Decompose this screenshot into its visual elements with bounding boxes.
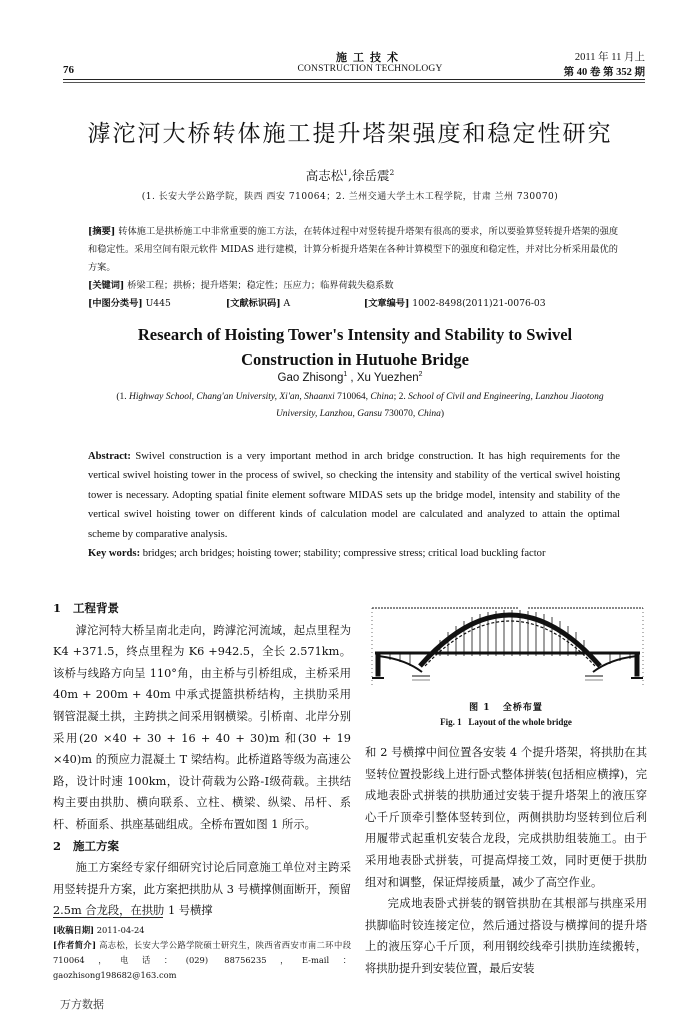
header-rule xyxy=(63,79,645,80)
document-code xyxy=(226,295,361,313)
abstract-cn-label: [摘要] xyxy=(88,226,116,237)
issue-date: 2011 年 11 月上 xyxy=(574,52,645,63)
figure-number-cn: 图 1 xyxy=(469,703,491,713)
author-name: Xu Yuezhen xyxy=(356,371,419,384)
journal-name-en: CONSTRUCTION TECHNOLOGY xyxy=(297,64,443,74)
author-separator: , xyxy=(347,371,357,384)
author-bio-label: [作者简介] xyxy=(53,940,97,950)
section-title: 施工方案 xyxy=(73,838,119,853)
body-left-column xyxy=(53,598,351,922)
pier-right xyxy=(635,654,639,676)
abstract-cn xyxy=(88,223,618,277)
keywords-en: Key words: bridges; arch bridges; hoisting tower; stability; compressive stress; critical load buckling factor xyxy=(88,548,546,560)
author-name: 徐岳震 xyxy=(351,168,390,183)
title-en: Research of Hoisting Tower's Intensity and Stability to Swivel Construction in Hutuohe Bridge xyxy=(137,325,573,369)
volume-issue: 第 40 卷 第 352 期 xyxy=(563,67,645,78)
keywords-cn xyxy=(88,277,618,295)
author-mark: 2 xyxy=(418,371,423,378)
figure-title-cn: 全桥布置 xyxy=(502,703,543,713)
article-id-label: [文章编号] xyxy=(363,298,410,309)
abstract-cn-text: 转体施工是拱桥施工中非常重要的施工方法，在转体过程中对竖转提升塔架有很高的要求，所以要验算竖转提升塔架的强度和稳定性。采用空间有限元软件 MIDAS 进行建模，计算分析提升塔架在各种计算模型下的强度和稳定性，并对比分析采用最优的方案。 xyxy=(88,226,619,273)
affil-2-country: China xyxy=(417,409,441,419)
received-label: [收稿日期] xyxy=(53,925,95,935)
section-1-heading xyxy=(53,598,351,620)
pier-left xyxy=(376,654,380,676)
abstract-en-text: Swivel construction is a very important method in arch bridge construction. It has high requirements for the vertical swivel hoisting tower in the process of swivel, so checking the intensity and stability of the vertical swivel hoisting tower is necessary. Adopting spatial finite element software MIDAS sets up the bridge model, intensity and stability of the vertical swivel hoisting tower on different kinds of calculation model are calculated and analyzed to attain the optimal scheme by comparative analysis. xyxy=(88,451,620,540)
authors-en xyxy=(0,371,700,384)
keywords-en-text: bridges; arch bridges; hoisting tower; stability; compressive stress; critical load buckling factor xyxy=(142,548,546,560)
affil-number: 2. xyxy=(398,392,409,402)
footnote-author xyxy=(53,938,351,983)
affil-1-country: China xyxy=(370,392,394,402)
journal-name-cn: 施工技术 xyxy=(336,51,404,64)
abstract-en-label: Abstract xyxy=(88,451,128,462)
article-id xyxy=(364,295,546,313)
author-mark: 1 xyxy=(343,167,348,177)
affiliations-cn: (1. 长安大学公路学院，陕西 西安 710064；2. 兰州交通大学土木工程学院，甘肃 兰州 730070) xyxy=(141,192,559,202)
author-mark: 1 xyxy=(343,371,348,378)
affiliations-en xyxy=(100,389,620,423)
keywords-en-label: Key words xyxy=(88,548,137,560)
classification-row xyxy=(88,295,618,313)
author-name: Gao Zhisong xyxy=(277,371,344,384)
affil-1: Highway School, Chang'an University, Xi'an, Shaanxi xyxy=(129,392,335,402)
author-mark: 2 xyxy=(389,167,395,177)
section-2-paragraph-cont: 和 2 号横撑中间位置各安装 4 个提升塔架，将拱肋在其竖转位置投影线上进行卧式整体拼装(包括相应横撑)，完成地表卧式拼装的拱肋通过安装于提升塔架上的液压穿心千斤顶牵引整体竖转到位，两侧拱肋均竖转到位后利用履带式起重机安装合龙段，完成拱肋组装施工。由于采用地表卧式拼装，可提高焊接工效，同时更便于拱肋组对和调整，保证焊接质量，减少了高空作业。 xyxy=(365,746,647,889)
doc-code-label: [文献标识码] xyxy=(225,298,281,309)
title-cn: 滹沱河大桥转体施工提升塔架强度和稳定性研究 xyxy=(87,121,613,147)
section-2-heading xyxy=(53,836,351,858)
bridge-layout-figure xyxy=(370,604,645,692)
paren: ( xyxy=(116,392,120,402)
article-id-value: 1002-8498(2011)21-0076-03 xyxy=(412,298,546,309)
section-2-paragraph-2: 完成地表卧式拼装的钢管拱肋在其根部与拱座采用拱脚临时铰连接定位，然后通过搭设与横撑间的提升塔上的液压穿心千斤顶，利用钢绞线牵引拱肋连续搬转，将拱肋提升到安装位置，最后安装 xyxy=(365,897,647,975)
keywords-cn-label: [关键词] xyxy=(88,280,125,291)
affil-number: 1. xyxy=(119,392,130,402)
header-rule-thin xyxy=(63,82,645,83)
footnote-rule xyxy=(53,917,163,918)
body-right-column xyxy=(365,742,647,980)
abstract-en xyxy=(88,447,620,563)
received-date: 2011-04-24 xyxy=(96,925,145,935)
keywords-cn-text: 桥梁工程；拱桥；提升塔架；稳定性；压应力；临界荷载失稳系数 xyxy=(127,280,394,291)
figure-number-en: Fig. 1 xyxy=(440,717,462,727)
abstract-en-para: Abstract: Swivel construction is a very important method in arch bridge construction. It has high requirements for the vertical swivel hoisting tower in the process of swivel, so checking the intensity and stability of the vertical swivel hoisting tower is necessary. Adopting spatial finite element software MIDAS sets up the bridge model, intensity and stability of the vertical swivel hoisting tower on different kinds of calculation model are calculated and analyzed to attain the optimal scheme by comparative analysis. xyxy=(88,451,620,540)
section-1-paragraph: 滹沱河特大桥呈南北走向，跨滹沱河流域，起点里程为 K4 +371.5，终点里程为 K6 +942.5，全长 2.571km。该桥与线路方向呈 110°角，由主桥与引桥组成，主桥采用 40m + 200m + 40m 中承式提篮拱桥结构，主拱肋采用钢管混凝土拱，主跨拱之间采用钢横梁。引桥南、北岸分别采用(20 ×40 + 30 + 16 + 40 + 30)m 和(30 + 19 ×40)m 的预应力混凝土 T 梁结构。此桥道路等级为高速公路，设计时速 100km，设计荷载为公路-Ⅰ级荷载。主拱结构主要由拱肋、横向联系、立柱、横梁、纵梁、吊杆、系杆、桥面系、拱座基础组成。全桥布置如图 1 所示。 xyxy=(53,623,351,831)
clc-label: [中图分类号] xyxy=(88,298,143,309)
paren: ) xyxy=(440,409,445,419)
affil-1-zip: 710064, xyxy=(334,392,371,402)
author-separator: , xyxy=(348,168,352,183)
author-bio: 高志松，长安大学公路学院硕士研究生，陕西省西安市南二环中段 710064，电话：(029) 88756235，E-mail：gaozhisong198682@163.com xyxy=(53,940,351,980)
affil-sep: ; xyxy=(393,392,399,402)
page-number: 76 xyxy=(63,64,74,76)
main-arch-rib xyxy=(420,615,600,666)
watermark: 万方数据 xyxy=(60,998,104,1011)
section-number: 2 xyxy=(53,838,62,853)
affil-2-zip: 730070, xyxy=(382,409,418,419)
footnote-received xyxy=(53,923,351,938)
section-number: 1 xyxy=(53,601,62,615)
figure-title-en: Layout of the whole bridge xyxy=(468,717,572,727)
clc-value: U445 xyxy=(145,298,171,309)
authors-cn xyxy=(0,166,700,184)
doc-code-value: A xyxy=(283,298,291,309)
affil-2: School of Civil and Engineering, Lanzhou Jiaotong University, Lanzhou, Gansu xyxy=(275,392,604,419)
figure-caption-cn xyxy=(365,700,647,713)
author-name: 高志松 xyxy=(305,168,344,183)
section-title: 工程背景 xyxy=(73,601,119,615)
figure-caption-en xyxy=(365,717,647,727)
clc-number xyxy=(88,295,223,313)
section-2-paragraph: 施工方案经专家仔细研究讨论后同意施工单位对主跨采用竖转提升方案，此方案把拱肋从 3 号横撑侧面断开，预留 2.5m 合龙段，在拱肋 1 号横撑 xyxy=(53,861,351,918)
